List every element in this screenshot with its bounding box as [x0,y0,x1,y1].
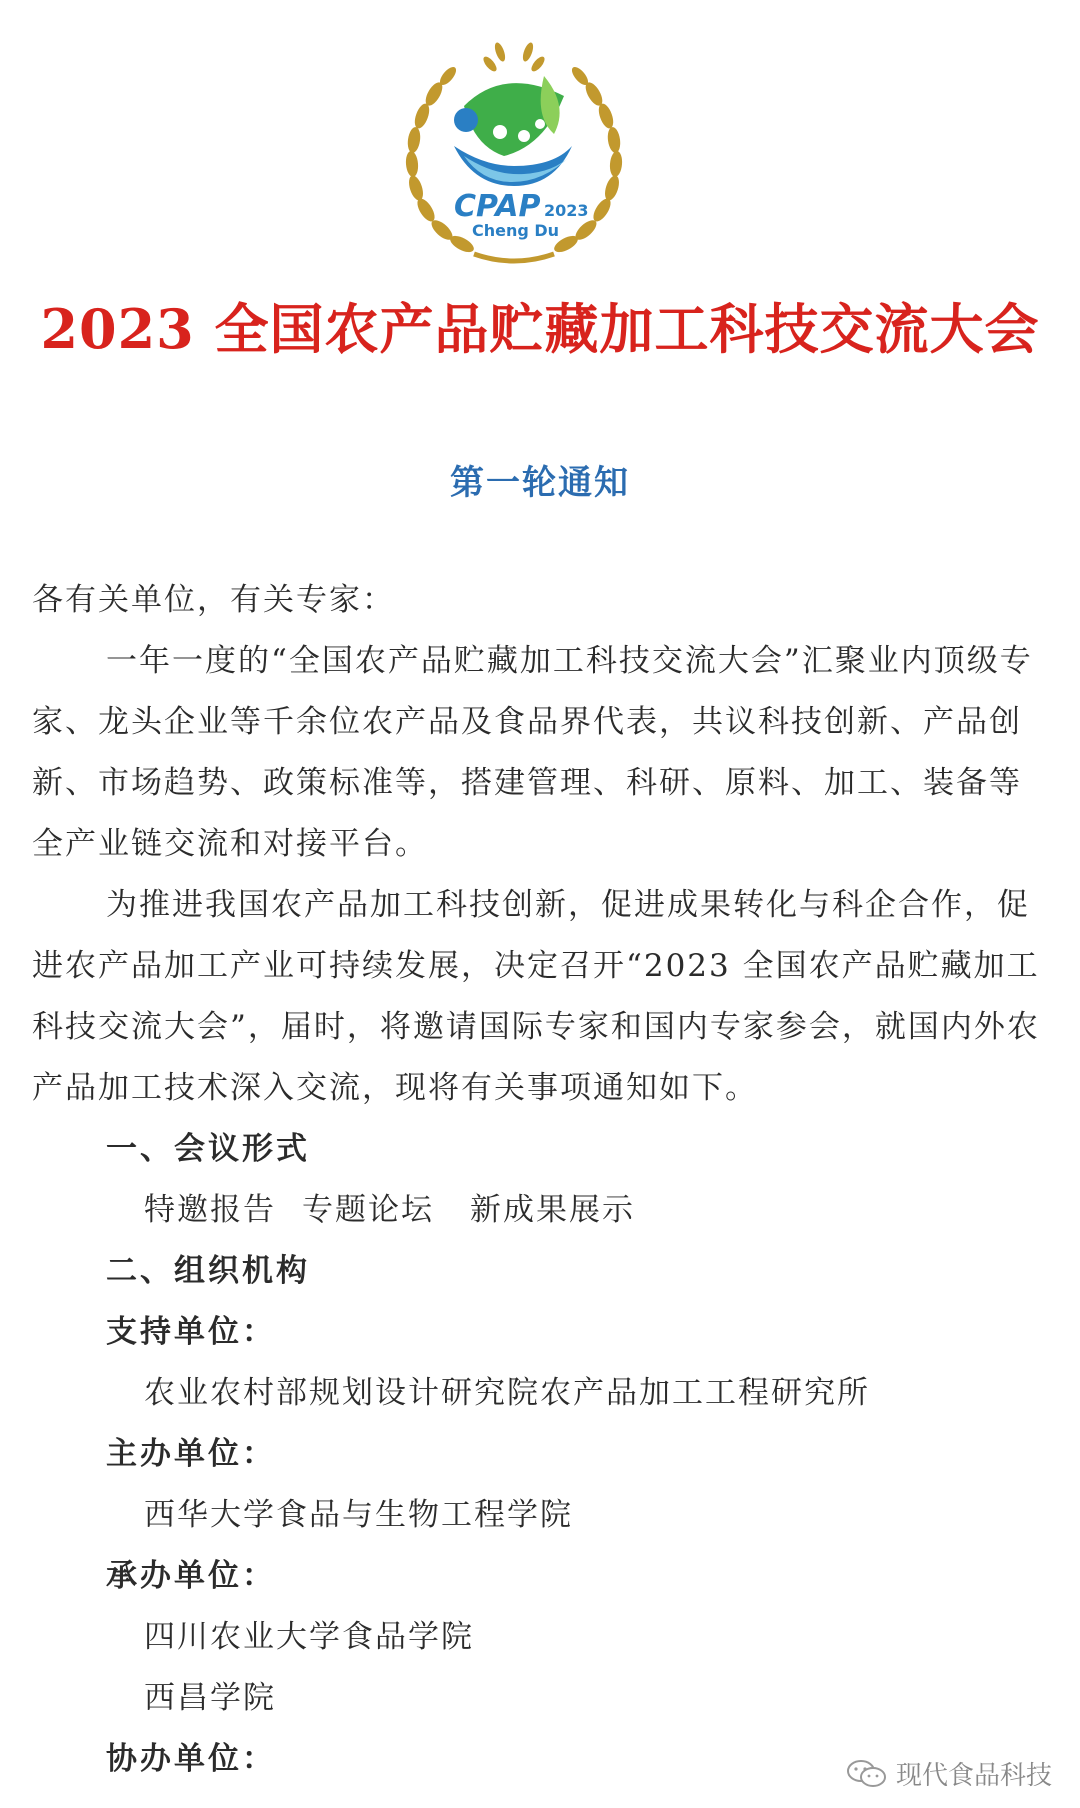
logo-city-text: Cheng Du [472,221,560,240]
section-organization-heading: 二、组织机构 [106,1253,310,1289]
host-unit: 西华大学食品与生物工程学院 [144,1497,573,1533]
document-title: 2023 全国农产品贮藏加工科技交流大会 [40,297,1040,361]
account-watermark [846,1755,1052,1792]
organizer-label: 承办单位： [106,1558,276,1594]
paragraph-intro: 一年一度的“全国农产品贮藏加工科技交流大会”汇聚业内顶级专家、龙头企业等千余位农产品及食品界代表，共议科技创新、产品创新、市场趋势、政策标准等，搭建管理、科研、原料、加工、装备等全产业链交流和对接平台。 [32,643,1033,862]
salutation: 各有关单位，有关专家： [32,582,395,618]
cpap-logo-graphic [394,36,634,270]
format-item: 专题论坛 [302,1192,434,1228]
meeting-format-items [32,1180,1052,1241]
organizer-unit: 四川农业大学食品学院 [144,1619,474,1655]
cpap-logo [394,36,634,270]
format-item: 新成果展示 [470,1192,635,1228]
support-unit: 农业农村部规划设计研究院农产品加工工程研究所 [144,1375,870,1411]
organizer-unit: 西昌学院 [144,1680,276,1716]
notice-body [32,570,1052,1790]
support-label: 支持单位： [106,1314,276,1350]
section-meeting-format-heading: 一、会议形式 [106,1131,310,1167]
watermark-text: 现代食品科技 [895,1761,1052,1791]
format-item: 特邀报告 [144,1192,276,1228]
host-label: 主办单位： [106,1436,276,1472]
logo-year-text: 2023 [544,201,589,220]
wechat-icon [846,1758,888,1790]
paragraph-purpose: 为推进我国农产品加工科技创新，促进成果转化与科企合作，促进农产品加工产业可持续发展，决定召开“2023 全国农产品贮藏加工科技交流大会”，届时，将邀请国际专家和国内专家参会，就国内外农产品加工技术深入交流，现将有关事项通知如下。 [32,887,1040,1106]
logo-brand-text: CPAP [454,189,541,224]
co-organizer-label: 协办单位： [106,1741,276,1777]
notice-subtitle: 第一轮通知 [450,463,630,503]
